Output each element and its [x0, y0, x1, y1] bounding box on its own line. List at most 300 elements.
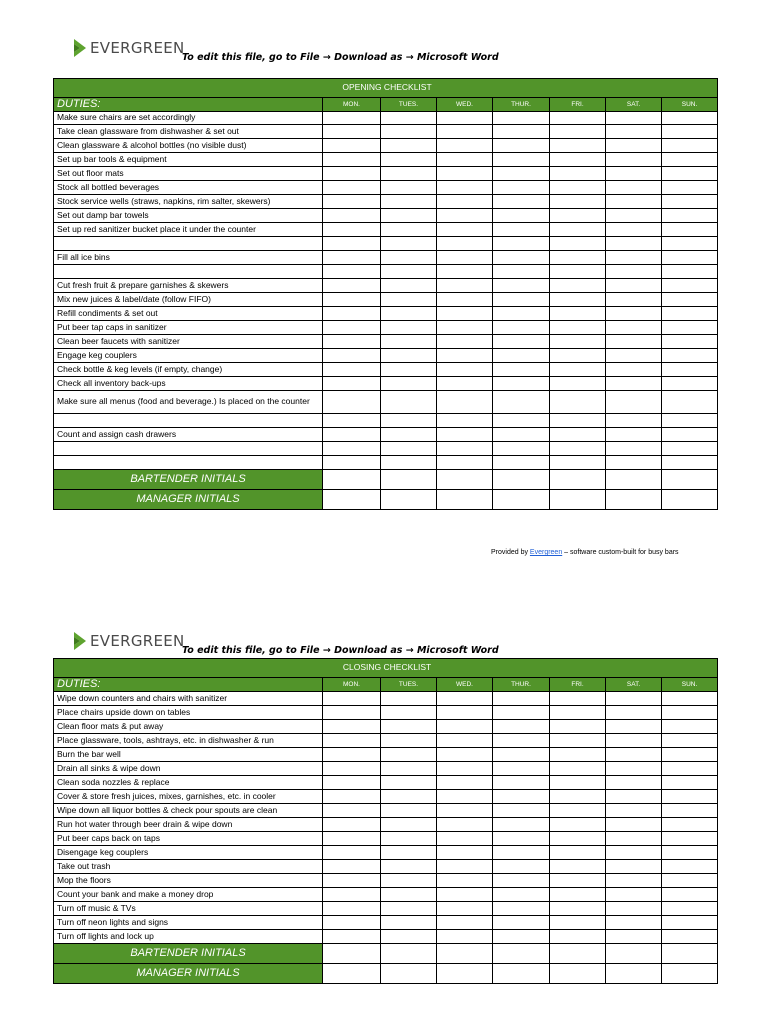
checkbox-cell[interactable]: [381, 762, 437, 776]
manager-initials-cell[interactable]: [493, 490, 550, 510]
checkbox-cell[interactable]: [606, 706, 662, 720]
checkbox-cell[interactable]: [323, 139, 381, 153]
checkbox-cell[interactable]: [437, 125, 493, 139]
checkbox-cell[interactable]: [662, 363, 718, 377]
checkbox-cell[interactable]: [493, 363, 550, 377]
checkbox-cell[interactable]: [493, 888, 550, 902]
manager-initials-cell[interactable]: [323, 964, 381, 984]
checkbox-cell[interactable]: [606, 293, 662, 307]
checkbox-cell[interactable]: [606, 335, 662, 349]
checkbox-cell[interactable]: [662, 195, 718, 209]
checkbox-cell[interactable]: [662, 720, 718, 734]
checkbox-cell[interactable]: [381, 363, 437, 377]
checkbox-cell[interactable]: [606, 125, 662, 139]
checkbox-cell[interactable]: [550, 442, 606, 456]
checkbox-cell[interactable]: [381, 167, 437, 181]
checkbox-cell[interactable]: [606, 321, 662, 335]
checkbox-cell[interactable]: [323, 902, 381, 916]
checkbox-cell[interactable]: [381, 442, 437, 456]
checkbox-cell[interactable]: [550, 804, 606, 818]
checkbox-cell[interactable]: [437, 377, 493, 391]
manager-initials-cell[interactable]: [550, 964, 606, 984]
checkbox-cell[interactable]: [437, 265, 493, 279]
checkbox-cell[interactable]: [606, 307, 662, 321]
checkbox-cell[interactable]: [493, 237, 550, 251]
checkbox-cell[interactable]: [381, 818, 437, 832]
checkbox-cell[interactable]: [662, 181, 718, 195]
checkbox-cell[interactable]: [662, 916, 718, 930]
checkbox-cell[interactable]: [493, 153, 550, 167]
checkbox-cell[interactable]: [493, 818, 550, 832]
checkbox-cell[interactable]: [550, 692, 606, 706]
checkbox-cell[interactable]: [662, 279, 718, 293]
checkbox-cell[interactable]: [323, 223, 381, 237]
checkbox-cell[interactable]: [662, 139, 718, 153]
checkbox-cell[interactable]: [323, 706, 381, 720]
checkbox-cell[interactable]: [550, 195, 606, 209]
checkbox-cell[interactable]: [606, 251, 662, 265]
checkbox-cell[interactable]: [662, 349, 718, 363]
checkbox-cell[interactable]: [381, 209, 437, 223]
checkbox-cell[interactable]: [437, 804, 493, 818]
checkbox-cell[interactable]: [662, 251, 718, 265]
checkbox-cell[interactable]: [493, 804, 550, 818]
checkbox-cell[interactable]: [437, 237, 493, 251]
checkbox-cell[interactable]: [550, 902, 606, 916]
checkbox-cell[interactable]: [381, 307, 437, 321]
checkbox-cell[interactable]: [381, 776, 437, 790]
manager-initials-cell[interactable]: [550, 490, 606, 510]
checkbox-cell[interactable]: [606, 428, 662, 442]
checkbox-cell[interactable]: [550, 391, 606, 414]
checkbox-cell[interactable]: [493, 139, 550, 153]
checkbox-cell[interactable]: [323, 832, 381, 846]
bartender-initials-cell[interactable]: [437, 944, 493, 964]
checkbox-cell[interactable]: [437, 321, 493, 335]
checkbox-cell[interactable]: [493, 335, 550, 349]
checkbox-cell[interactable]: [550, 916, 606, 930]
checkbox-cell[interactable]: [381, 428, 437, 442]
bartender-initials-cell[interactable]: [323, 470, 381, 490]
checkbox-cell[interactable]: [550, 930, 606, 944]
checkbox-cell[interactable]: [550, 818, 606, 832]
checkbox-cell[interactable]: [437, 391, 493, 414]
checkbox-cell[interactable]: [437, 279, 493, 293]
checkbox-cell[interactable]: [493, 307, 550, 321]
checkbox-cell[interactable]: [493, 776, 550, 790]
checkbox-cell[interactable]: [381, 293, 437, 307]
checkbox-cell[interactable]: [662, 442, 718, 456]
checkbox-cell[interactable]: [323, 692, 381, 706]
checkbox-cell[interactable]: [437, 748, 493, 762]
bartender-initials-cell[interactable]: [662, 944, 718, 964]
checkbox-cell[interactable]: [606, 902, 662, 916]
checkbox-cell[interactable]: [323, 307, 381, 321]
checkbox-cell[interactable]: [323, 391, 381, 414]
bartender-initials-cell[interactable]: [323, 944, 381, 964]
checkbox-cell[interactable]: [606, 391, 662, 414]
checkbox-cell[interactable]: [437, 335, 493, 349]
checkbox-cell[interactable]: [323, 804, 381, 818]
checkbox-cell[interactable]: [323, 818, 381, 832]
checkbox-cell[interactable]: [662, 706, 718, 720]
checkbox-cell[interactable]: [381, 112, 437, 125]
checkbox-cell[interactable]: [662, 818, 718, 832]
checkbox-cell[interactable]: [550, 456, 606, 470]
checkbox-cell[interactable]: [606, 916, 662, 930]
checkbox-cell[interactable]: [550, 209, 606, 223]
checkbox-cell[interactable]: [550, 321, 606, 335]
checkbox-cell[interactable]: [437, 153, 493, 167]
checkbox-cell[interactable]: [323, 377, 381, 391]
checkbox-cell[interactable]: [550, 307, 606, 321]
checkbox-cell[interactable]: [662, 846, 718, 860]
manager-initials-cell[interactable]: [493, 964, 550, 984]
checkbox-cell[interactable]: [493, 167, 550, 181]
checkbox-cell[interactable]: [381, 139, 437, 153]
checkbox-cell[interactable]: [493, 377, 550, 391]
checkbox-cell[interactable]: [606, 720, 662, 734]
checkbox-cell[interactable]: [381, 251, 437, 265]
checkbox-cell[interactable]: [323, 762, 381, 776]
checkbox-cell[interactable]: [323, 195, 381, 209]
checkbox-cell[interactable]: [381, 874, 437, 888]
checkbox-cell[interactable]: [493, 916, 550, 930]
checkbox-cell[interactable]: [606, 112, 662, 125]
manager-initials-cell[interactable]: [437, 490, 493, 510]
checkbox-cell[interactable]: [323, 748, 381, 762]
bartender-initials-cell[interactable]: [550, 944, 606, 964]
checkbox-cell[interactable]: [662, 902, 718, 916]
checkbox-cell[interactable]: [381, 720, 437, 734]
checkbox-cell[interactable]: [493, 279, 550, 293]
checkbox-cell[interactable]: [606, 762, 662, 776]
checkbox-cell[interactable]: [381, 349, 437, 363]
checkbox-cell[interactable]: [550, 251, 606, 265]
checkbox-cell[interactable]: [381, 832, 437, 846]
checkbox-cell[interactable]: [606, 195, 662, 209]
bartender-initials-cell[interactable]: [493, 944, 550, 964]
checkbox-cell[interactable]: [662, 112, 718, 125]
checkbox-cell[interactable]: [493, 720, 550, 734]
checkbox-cell[interactable]: [662, 335, 718, 349]
checkbox-cell[interactable]: [662, 237, 718, 251]
checkbox-cell[interactable]: [381, 237, 437, 251]
checkbox-cell[interactable]: [606, 139, 662, 153]
checkbox-cell[interactable]: [437, 167, 493, 181]
checkbox-cell[interactable]: [662, 377, 718, 391]
checkbox-cell[interactable]: [550, 720, 606, 734]
checkbox-cell[interactable]: [437, 209, 493, 223]
checkbox-cell[interactable]: [550, 153, 606, 167]
checkbox-cell[interactable]: [323, 293, 381, 307]
checkbox-cell[interactable]: [493, 456, 550, 470]
checkbox-cell[interactable]: [437, 832, 493, 846]
checkbox-cell[interactable]: [550, 414, 606, 428]
checkbox-cell[interactable]: [437, 790, 493, 804]
checkbox-cell[interactable]: [550, 888, 606, 902]
bartender-initials-cell[interactable]: [606, 944, 662, 964]
checkbox-cell[interactable]: [493, 846, 550, 860]
checkbox-cell[interactable]: [550, 293, 606, 307]
checkbox-cell[interactable]: [381, 391, 437, 414]
checkbox-cell[interactable]: [323, 860, 381, 874]
checkbox-cell[interactable]: [437, 428, 493, 442]
checkbox-cell[interactable]: [381, 321, 437, 335]
checkbox-cell[interactable]: [662, 321, 718, 335]
checkbox-cell[interactable]: [550, 139, 606, 153]
checkbox-cell[interactable]: [606, 377, 662, 391]
checkbox-cell[interactable]: [323, 209, 381, 223]
checkbox-cell[interactable]: [323, 456, 381, 470]
checkbox-cell[interactable]: [381, 377, 437, 391]
checkbox-cell[interactable]: [550, 846, 606, 860]
checkbox-cell[interactable]: [606, 223, 662, 237]
checkbox-cell[interactable]: [437, 902, 493, 916]
checkbox-cell[interactable]: [493, 428, 550, 442]
checkbox-cell[interactable]: [550, 377, 606, 391]
bartender-initials-cell[interactable]: [550, 470, 606, 490]
checkbox-cell[interactable]: [550, 112, 606, 125]
manager-initials-cell[interactable]: [437, 964, 493, 984]
checkbox-cell[interactable]: [381, 706, 437, 720]
checkbox-cell[interactable]: [662, 223, 718, 237]
checkbox-cell[interactable]: [662, 307, 718, 321]
checkbox-cell[interactable]: [381, 902, 437, 916]
checkbox-cell[interactable]: [493, 321, 550, 335]
checkbox-cell[interactable]: [323, 237, 381, 251]
checkbox-cell[interactable]: [323, 776, 381, 790]
checkbox-cell[interactable]: [437, 874, 493, 888]
checkbox-cell[interactable]: [550, 363, 606, 377]
checkbox-cell[interactable]: [437, 846, 493, 860]
checkbox-cell[interactable]: [381, 456, 437, 470]
checkbox-cell[interactable]: [550, 860, 606, 874]
checkbox-cell[interactable]: [323, 916, 381, 930]
checkbox-cell[interactable]: [323, 321, 381, 335]
checkbox-cell[interactable]: [662, 930, 718, 944]
checkbox-cell[interactable]: [493, 706, 550, 720]
checkbox-cell[interactable]: [381, 860, 437, 874]
checkbox-cell[interactable]: [493, 349, 550, 363]
checkbox-cell[interactable]: [437, 762, 493, 776]
checkbox-cell[interactable]: [323, 265, 381, 279]
checkbox-cell[interactable]: [437, 349, 493, 363]
checkbox-cell[interactable]: [323, 279, 381, 293]
checkbox-cell[interactable]: [381, 692, 437, 706]
manager-initials-cell[interactable]: [323, 490, 381, 510]
checkbox-cell[interactable]: [381, 734, 437, 748]
checkbox-cell[interactable]: [662, 167, 718, 181]
checkbox-cell[interactable]: [606, 734, 662, 748]
manager-initials-cell[interactable]: [662, 964, 718, 984]
checkbox-cell[interactable]: [381, 414, 437, 428]
checkbox-cell[interactable]: [662, 153, 718, 167]
checkbox-cell[interactable]: [662, 209, 718, 223]
checkbox-cell[interactable]: [381, 748, 437, 762]
checkbox-cell[interactable]: [493, 414, 550, 428]
checkbox-cell[interactable]: [437, 888, 493, 902]
checkbox-cell[interactable]: [381, 125, 437, 139]
bartender-initials-cell[interactable]: [606, 470, 662, 490]
checkbox-cell[interactable]: [437, 930, 493, 944]
manager-initials-cell[interactable]: [662, 490, 718, 510]
checkbox-cell[interactable]: [381, 265, 437, 279]
checkbox-cell[interactable]: [606, 265, 662, 279]
checkbox-cell[interactable]: [437, 776, 493, 790]
checkbox-cell[interactable]: [606, 804, 662, 818]
checkbox-cell[interactable]: [437, 706, 493, 720]
checkbox-cell[interactable]: [323, 251, 381, 265]
checkbox-cell[interactable]: [550, 706, 606, 720]
checkbox-cell[interactable]: [662, 391, 718, 414]
checkbox-cell[interactable]: [493, 391, 550, 414]
checkbox-cell[interactable]: [550, 734, 606, 748]
checkbox-cell[interactable]: [323, 167, 381, 181]
checkbox-cell[interactable]: [493, 790, 550, 804]
checkbox-cell[interactable]: [493, 902, 550, 916]
checkbox-cell[interactable]: [662, 804, 718, 818]
checkbox-cell[interactable]: [493, 442, 550, 456]
checkbox-cell[interactable]: [662, 860, 718, 874]
checkbox-cell[interactable]: [323, 734, 381, 748]
bartender-initials-cell[interactable]: [381, 944, 437, 964]
checkbox-cell[interactable]: [323, 125, 381, 139]
checkbox-cell[interactable]: [323, 428, 381, 442]
checkbox-cell[interactable]: [662, 790, 718, 804]
checkbox-cell[interactable]: [550, 776, 606, 790]
checkbox-cell[interactable]: [381, 181, 437, 195]
checkbox-cell[interactable]: [662, 832, 718, 846]
checkbox-cell[interactable]: [493, 930, 550, 944]
checkbox-cell[interactable]: [323, 846, 381, 860]
manager-initials-cell[interactable]: [606, 490, 662, 510]
checkbox-cell[interactable]: [550, 237, 606, 251]
checkbox-cell[interactable]: [437, 139, 493, 153]
checkbox-cell[interactable]: [437, 720, 493, 734]
checkbox-cell[interactable]: [606, 692, 662, 706]
checkbox-cell[interactable]: [493, 874, 550, 888]
checkbox-cell[interactable]: [550, 428, 606, 442]
checkbox-cell[interactable]: [550, 762, 606, 776]
checkbox-cell[interactable]: [323, 112, 381, 125]
checkbox-cell[interactable]: [323, 888, 381, 902]
checkbox-cell[interactable]: [606, 414, 662, 428]
checkbox-cell[interactable]: [606, 442, 662, 456]
evergreen-link[interactable]: Evergreen: [529, 549, 563, 556]
checkbox-cell[interactable]: [437, 860, 493, 874]
checkbox-cell[interactable]: [606, 874, 662, 888]
checkbox-cell[interactable]: [381, 790, 437, 804]
checkbox-cell[interactable]: [437, 818, 493, 832]
checkbox-cell[interactable]: [606, 456, 662, 470]
checkbox-cell[interactable]: [662, 776, 718, 790]
checkbox-cell[interactable]: [381, 195, 437, 209]
checkbox-cell[interactable]: [323, 153, 381, 167]
checkbox-cell[interactable]: [606, 846, 662, 860]
checkbox-cell[interactable]: [662, 734, 718, 748]
checkbox-cell[interactable]: [493, 125, 550, 139]
checkbox-cell[interactable]: [662, 762, 718, 776]
checkbox-cell[interactable]: [606, 832, 662, 846]
checkbox-cell[interactable]: [550, 265, 606, 279]
checkbox-cell[interactable]: [381, 279, 437, 293]
checkbox-cell[interactable]: [323, 349, 381, 363]
checkbox-cell[interactable]: [381, 888, 437, 902]
checkbox-cell[interactable]: [437, 112, 493, 125]
checkbox-cell[interactable]: [550, 279, 606, 293]
checkbox-cell[interactable]: [381, 153, 437, 167]
bartender-initials-cell[interactable]: [662, 470, 718, 490]
checkbox-cell[interactable]: [550, 223, 606, 237]
manager-initials-cell[interactable]: [381, 964, 437, 984]
checkbox-cell[interactable]: [437, 181, 493, 195]
checkbox-cell[interactable]: [437, 251, 493, 265]
checkbox-cell[interactable]: [606, 748, 662, 762]
checkbox-cell[interactable]: [323, 790, 381, 804]
checkbox-cell[interactable]: [381, 846, 437, 860]
manager-initials-cell[interactable]: [606, 964, 662, 984]
checkbox-cell[interactable]: [493, 832, 550, 846]
checkbox-cell[interactable]: [493, 112, 550, 125]
checkbox-cell[interactable]: [323, 930, 381, 944]
bartender-initials-cell[interactable]: [381, 470, 437, 490]
checkbox-cell[interactable]: [323, 414, 381, 428]
checkbox-cell[interactable]: [437, 293, 493, 307]
checkbox-cell[interactable]: [606, 209, 662, 223]
checkbox-cell[interactable]: [550, 181, 606, 195]
checkbox-cell[interactable]: [606, 888, 662, 902]
checkbox-cell[interactable]: [662, 874, 718, 888]
checkbox-cell[interactable]: [606, 237, 662, 251]
checkbox-cell[interactable]: [662, 692, 718, 706]
manager-initials-cell[interactable]: [381, 490, 437, 510]
checkbox-cell[interactable]: [437, 307, 493, 321]
checkbox-cell[interactable]: [323, 874, 381, 888]
checkbox-cell[interactable]: [493, 195, 550, 209]
checkbox-cell[interactable]: [606, 790, 662, 804]
checkbox-cell[interactable]: [323, 720, 381, 734]
checkbox-cell[interactable]: [550, 748, 606, 762]
checkbox-cell[interactable]: [437, 363, 493, 377]
checkbox-cell[interactable]: [550, 125, 606, 139]
checkbox-cell[interactable]: [437, 223, 493, 237]
checkbox-cell[interactable]: [662, 414, 718, 428]
checkbox-cell[interactable]: [437, 692, 493, 706]
checkbox-cell[interactable]: [493, 762, 550, 776]
checkbox-cell[interactable]: [662, 293, 718, 307]
checkbox-cell[interactable]: [606, 930, 662, 944]
checkbox-cell[interactable]: [662, 748, 718, 762]
checkbox-cell[interactable]: [550, 349, 606, 363]
checkbox-cell[interactable]: [606, 279, 662, 293]
checkbox-cell[interactable]: [493, 293, 550, 307]
checkbox-cell[interactable]: [493, 748, 550, 762]
checkbox-cell[interactable]: [493, 209, 550, 223]
checkbox-cell[interactable]: [323, 363, 381, 377]
checkbox-cell[interactable]: [662, 888, 718, 902]
checkbox-cell[interactable]: [437, 734, 493, 748]
checkbox-cell[interactable]: [493, 734, 550, 748]
checkbox-cell[interactable]: [493, 181, 550, 195]
checkbox-cell[interactable]: [493, 265, 550, 279]
checkbox-cell[interactable]: [606, 818, 662, 832]
checkbox-cell[interactable]: [493, 692, 550, 706]
checkbox-cell[interactable]: [437, 456, 493, 470]
checkbox-cell[interactable]: [381, 223, 437, 237]
checkbox-cell[interactable]: [550, 874, 606, 888]
checkbox-cell[interactable]: [381, 335, 437, 349]
